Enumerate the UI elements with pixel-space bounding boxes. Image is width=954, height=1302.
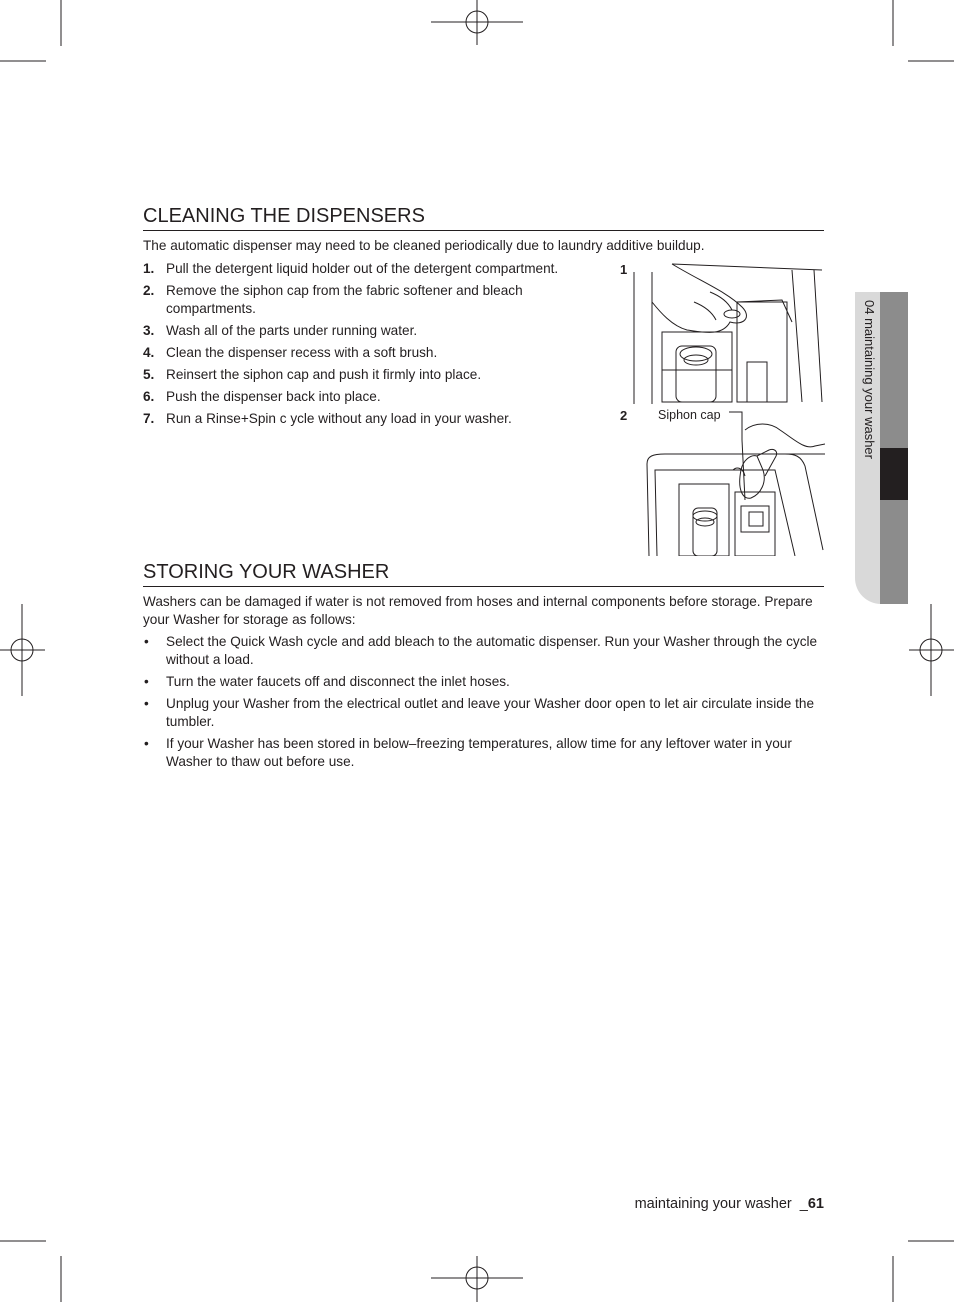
step-number: 4. <box>143 345 155 360</box>
cycle-name: Rinse+Spin <box>206 411 276 426</box>
figure-label-1: 1 <box>620 262 628 277</box>
page-footer <box>635 1196 824 1212</box>
step-item <box>143 388 593 406</box>
step-number: 3. <box>143 323 155 338</box>
siphon-cap-callout: Siphon cap <box>658 408 721 422</box>
step-item <box>143 410 593 428</box>
step-item <box>143 282 593 318</box>
cleaning-steps-list <box>143 260 593 432</box>
step-number: 2. <box>143 283 155 298</box>
step-text: Pull the detergent liquid holder out of the detergent compartment. <box>166 261 559 276</box>
page-number: 61 <box>807 1196 824 1212</box>
step-text-before: Run a <box>166 411 207 426</box>
step-text: Reinsert the siphon cap and push it firmly into place. <box>166 367 482 382</box>
side-tab-marker <box>880 448 908 500</box>
bullet-item <box>143 695 824 731</box>
storing-bullets-list <box>143 633 824 775</box>
step-text-after: c ycle without any load in your washer. <box>275 411 512 426</box>
footer-text: maintaining your washer _ <box>634 1196 808 1212</box>
step-text: Wash all of the parts under running water. <box>166 323 418 338</box>
section-title-storing: STORING YOUR WASHER <box>143 560 824 587</box>
section-intro-cleaning: The automatic dispenser may need to be cleaned periodically due to laundry additive buildup. <box>143 238 705 253</box>
dispenser-illustration-1 <box>632 262 824 404</box>
step-number: 7. <box>143 411 155 426</box>
bullet-symbol: • <box>144 736 149 751</box>
bullet-symbol: • <box>144 696 149 711</box>
section-intro-storing: Washers can be damaged if water is not removed from hoses and internal components before storage. Prepare your Washer for storage as follows: <box>143 594 813 627</box>
step-number: 5. <box>143 367 155 382</box>
bullet-symbol: • <box>144 634 149 649</box>
bullet-text: Select the Quick Wash cycle and add bleach to the automatic dispenser. Run your Washer through the cycle without a load. <box>166 634 818 667</box>
dispenser-illustration-2 <box>645 410 825 556</box>
bullet-text: Unplug your Washer from the electrical outlet and leave your Washer door open to let air circulate inside the tumbler. <box>166 696 815 729</box>
step-text: Push the dispenser back into place. <box>166 389 381 404</box>
step-number: 1. <box>143 261 155 276</box>
step-number: 6. <box>143 389 155 404</box>
step-item <box>143 260 593 278</box>
bullet-symbol: • <box>144 674 149 689</box>
figure-label-2: 2 <box>620 408 628 423</box>
section-title-cleaning: CLEANING THE DISPENSERS <box>143 204 824 231</box>
chapter-side-label: 04 maintaining your washer <box>862 300 877 459</box>
step-text: Remove the siphon cap from the fabric softener and bleach compartments. <box>166 283 523 316</box>
bullet-item <box>143 673 824 691</box>
step-item <box>143 366 593 384</box>
bullet-item <box>143 735 824 771</box>
bullet-text: Turn the water faucets off and disconnect the inlet hoses. <box>166 674 510 689</box>
step-item <box>143 322 593 340</box>
bullet-item <box>143 633 824 669</box>
bullet-text: If your Washer has been stored in below–freezing temperatures, allow time for any leftover water in your Washer to thaw out before use. <box>166 736 792 769</box>
step-text: Clean the dispenser recess with a soft brush. <box>166 345 438 360</box>
step-item <box>143 344 593 362</box>
